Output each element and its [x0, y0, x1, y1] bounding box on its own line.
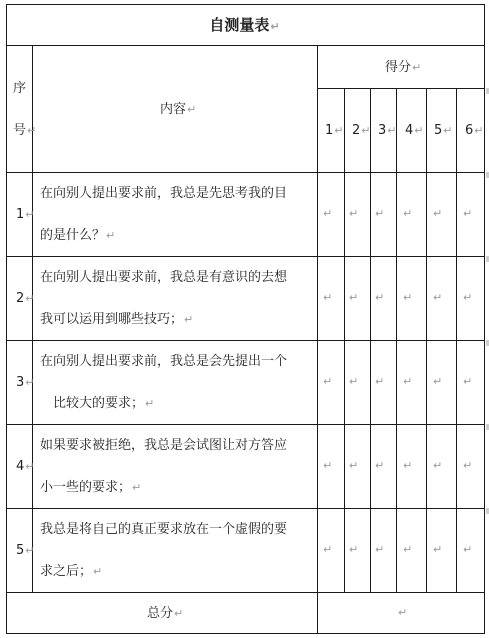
- score-header-divider: [317, 88, 485, 89]
- score-level-3: 3↵: [378, 123, 397, 138]
- row-2-number: 2↵: [16, 291, 35, 306]
- score-cell-r3-c4[interactable]: ↵: [403, 375, 413, 388]
- row-3-content-line-2: 比较大的要求；↵: [53, 396, 155, 411]
- row-4-divider: [6, 508, 485, 509]
- header-row-divider: [6, 172, 485, 173]
- score-cell-r2-c4[interactable]: ↵: [403, 291, 413, 304]
- score-header: [385, 59, 421, 77]
- score-col-divider-3: [396, 88, 397, 593]
- paragraph-mark: ↵: [27, 124, 37, 137]
- table-title-text: 自测量表: [209, 16, 270, 34]
- score-cell-r5-c4[interactable]: ↵: [403, 543, 413, 556]
- total-label-text: 总分: [147, 606, 174, 621]
- score-cell-r3-c2[interactable]: ↵: [349, 375, 359, 388]
- score-header-text: 得分: [385, 60, 412, 75]
- content-column-divider: [317, 45, 318, 634]
- score-cell-r3-c6[interactable]: ↵: [463, 375, 473, 388]
- row-2-content-line-2: 我可以运用到哪些技巧；↵: [40, 312, 194, 327]
- row-5-content-line-1: 我总是将自己的真正要求放在一个虚假的要: [40, 522, 288, 537]
- seq-header-bottom: [13, 122, 36, 140]
- table-border-left: [6, 4, 7, 634]
- score-cell-r3-c1[interactable]: ↵: [323, 375, 333, 388]
- row-1-content-line-1: 在向别人提出要求前，我总是先思考我的目: [40, 186, 288, 201]
- score-cell-r1-c1[interactable]: ↵: [323, 207, 333, 220]
- score-cell-r2-c6[interactable]: ↵: [463, 291, 473, 304]
- score-cell-r1-c3[interactable]: ↵: [375, 207, 385, 220]
- paragraph-mark: ↵: [270, 20, 280, 33]
- score-cell-r4-c2[interactable]: ↵: [349, 459, 359, 472]
- score-cell-r4-c1[interactable]: ↵: [323, 459, 333, 472]
- score-cell-r2-c5[interactable]: ↵: [433, 291, 443, 304]
- seq-header-char-2: 号: [13, 123, 27, 138]
- row-1-content-line-2: 的是什么？↵: [40, 228, 116, 243]
- row-1-divider: [6, 256, 485, 257]
- row-5-number: 5↵: [16, 543, 35, 558]
- score-cell-r4-c5[interactable]: ↵: [433, 459, 443, 472]
- score-col-divider-5: [456, 88, 457, 593]
- score-level-6: 6↵: [465, 123, 484, 138]
- row-1-number: 1↵: [16, 207, 35, 222]
- score-level-5: 5↵: [434, 123, 453, 138]
- score-cell-r2-c2[interactable]: ↵: [349, 291, 359, 304]
- score-cell-r5-c5[interactable]: ↵: [433, 543, 443, 556]
- row-4-content-line-1: 如果要求被拒绝，我总是会试图让对方答应: [40, 438, 288, 453]
- paragraph-mark: ↵: [187, 103, 197, 116]
- score-col-divider-4: [426, 88, 427, 593]
- score-cell-r1-c2[interactable]: ↵: [349, 207, 359, 220]
- title-row-divider: [6, 45, 485, 46]
- seq-header-top: [13, 80, 26, 98]
- score-cell-r5-c2[interactable]: ↵: [349, 543, 359, 556]
- score-level-2: 2↵: [352, 123, 371, 138]
- score-cell-r3-c5[interactable]: ↵: [433, 375, 443, 388]
- score-level-4: 4↵: [405, 123, 424, 138]
- score-level-1: 1↵: [325, 123, 344, 138]
- score-cell-r1-c4[interactable]: ↵: [403, 207, 413, 220]
- score-cell-r1-c5[interactable]: ↵: [433, 207, 443, 220]
- row-3-content-line-1: 在向别人提出要求前，我总是会先提出一个: [40, 354, 288, 369]
- score-cell-r4-c3[interactable]: ↵: [375, 459, 385, 472]
- score-col-divider-2: [370, 88, 371, 593]
- paragraph-mark: ↵: [412, 61, 422, 74]
- score-cell-r3-c3[interactable]: ↵: [375, 375, 385, 388]
- total-score-cell[interactable]: ↵: [398, 606, 408, 619]
- row-3-number: 3↵: [16, 375, 35, 390]
- total-label: 总分↵: [147, 606, 184, 621]
- score-cell-r2-c3[interactable]: ↵: [375, 291, 385, 304]
- table-border-right: [484, 4, 485, 634]
- score-cell-r1-c6[interactable]: ↵: [463, 207, 473, 220]
- score-cell-r5-c1[interactable]: ↵: [323, 543, 333, 556]
- content-header-text: 内容: [160, 102, 187, 117]
- table-border-bottom: [6, 633, 485, 634]
- score-cell-r2-c1[interactable]: ↵: [323, 291, 333, 304]
- row-5-content-line-2: 求之后；↵: [40, 564, 103, 579]
- row-4-content-line-2: 小一些的要求；↵: [40, 480, 142, 495]
- score-cell-r4-c4[interactable]: ↵: [403, 459, 413, 472]
- row-4-number: 4↵: [16, 459, 35, 474]
- content-header: [160, 101, 196, 119]
- row-2-content-line-1: 在向别人提出要求前，我总是有意识的去想: [40, 270, 288, 285]
- score-cell-r5-c6[interactable]: ↵: [463, 543, 473, 556]
- score-cell-r5-c3[interactable]: ↵: [375, 543, 385, 556]
- row-3-divider: [6, 424, 485, 425]
- table-title: [0, 16, 489, 36]
- table-border-top: [6, 4, 485, 5]
- row-2-divider: [6, 340, 485, 341]
- seq-header-char-1: 序: [13, 81, 27, 96]
- score-col-divider-1: [344, 88, 345, 593]
- score-cell-r4-c6[interactable]: ↵: [463, 459, 473, 472]
- row-5-divider: [6, 592, 485, 593]
